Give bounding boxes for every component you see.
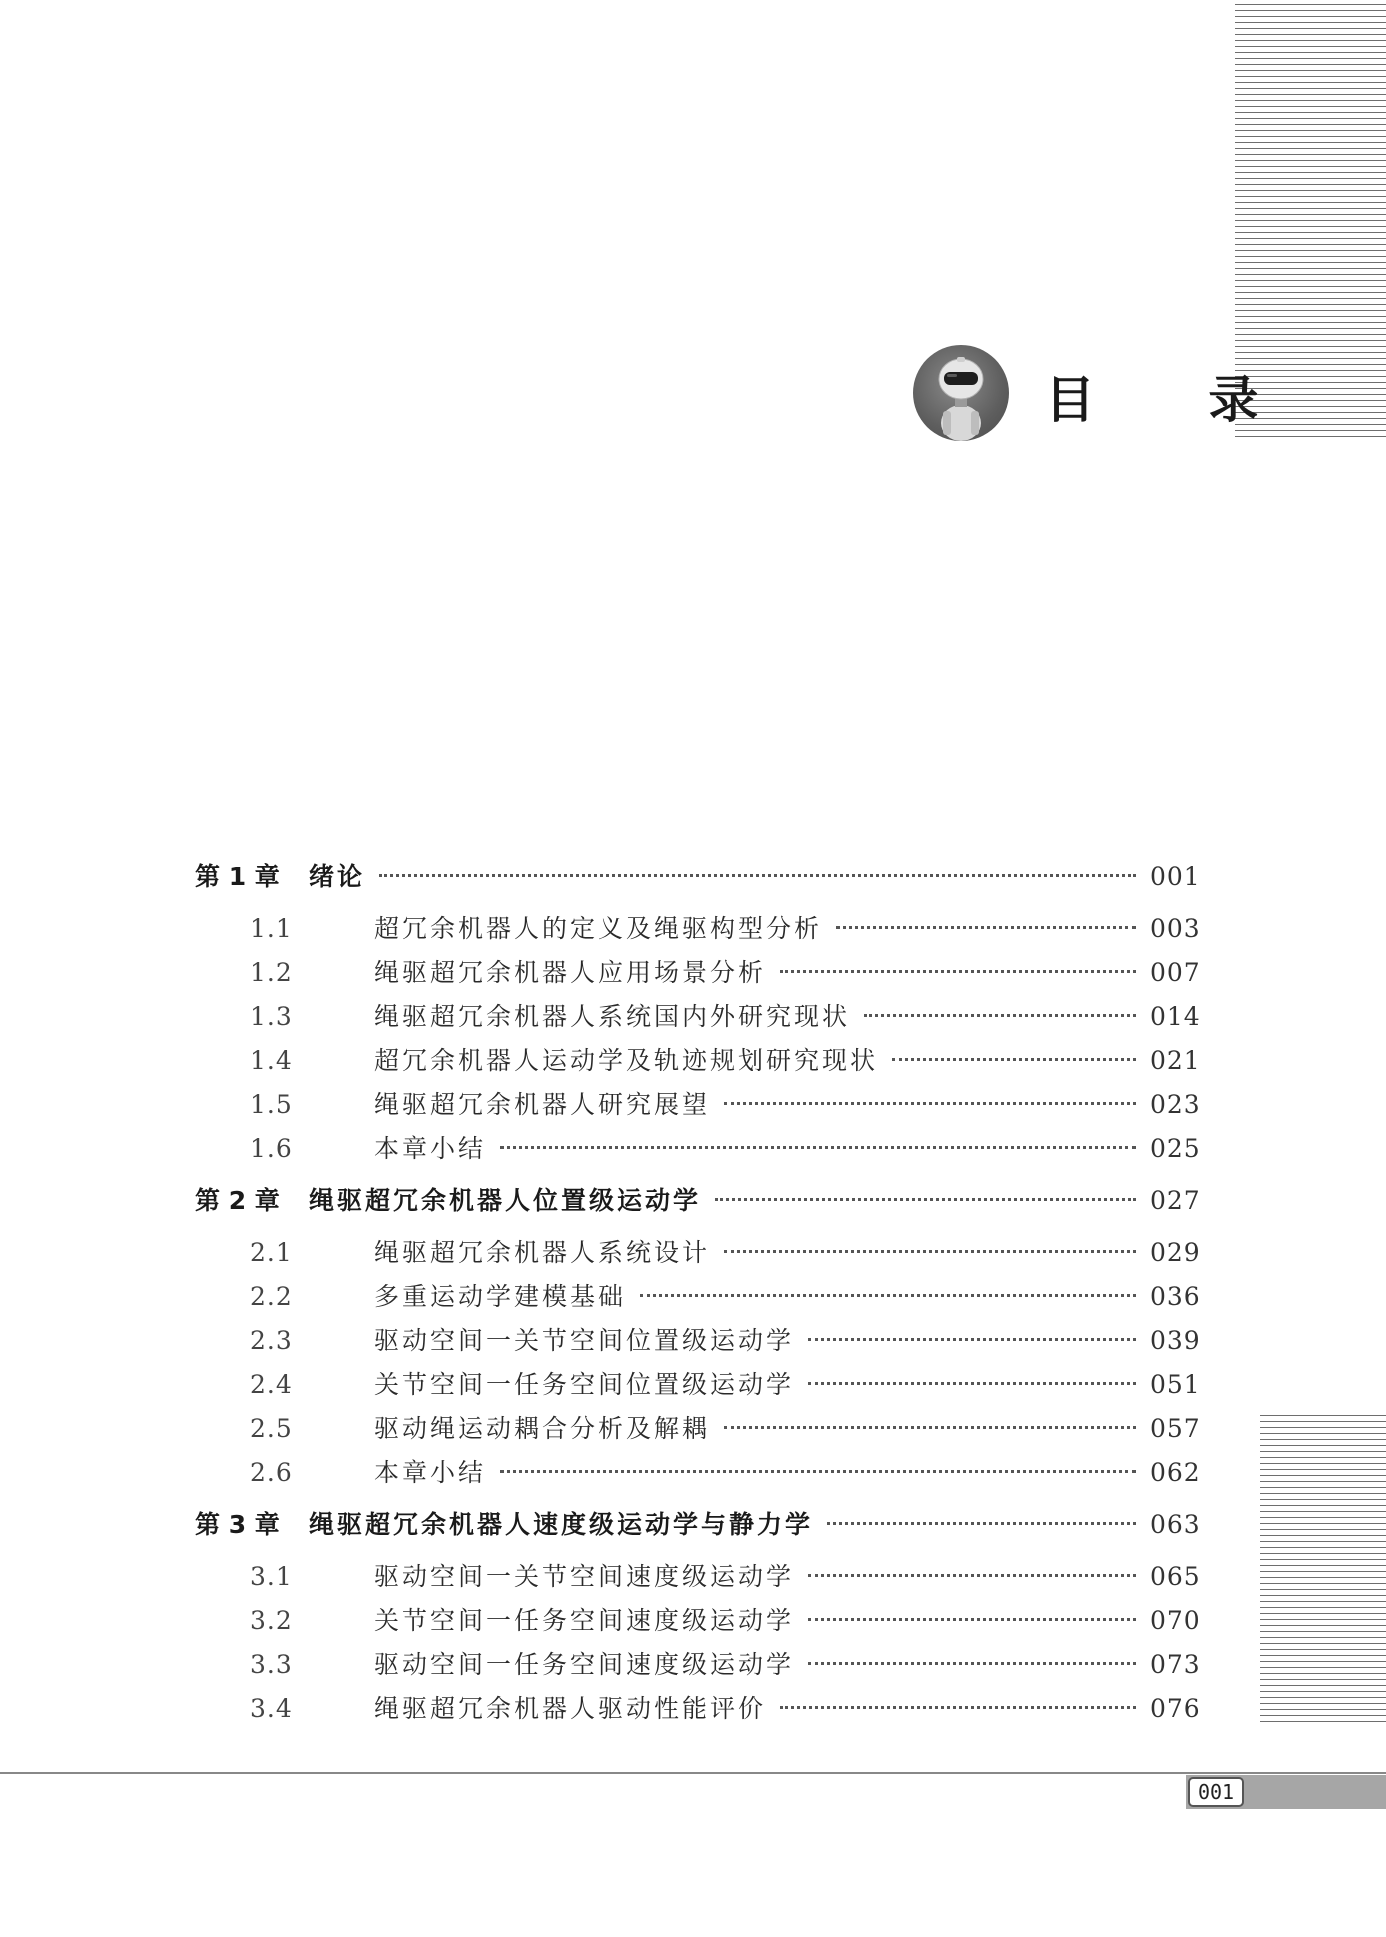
toc-section-row[interactable]: [195, 1451, 1201, 1495]
section-title: 驱动空间一任务空间速度级运动学: [374, 1650, 795, 1679]
section-title: 本章小结: [374, 1134, 487, 1163]
section-number: 1.4: [250, 1046, 293, 1075]
chapter-title: 绳驱超冗余机器人位置级运动学: [309, 1186, 702, 1215]
chapter-number: 第 2 章: [195, 1186, 280, 1215]
dot-leader: [864, 1014, 1136, 1017]
page-number: 003: [1150, 914, 1201, 943]
section-title: 关节空间一任务空间位置级运动学: [374, 1370, 795, 1399]
section-title: 驱动绳运动耦合分析及解耦: [374, 1414, 711, 1443]
page-number: 014: [1150, 1002, 1201, 1031]
section-number: 1.1: [250, 914, 293, 943]
dot-leader: [379, 874, 1136, 877]
section-title: 关节空间一任务空间速度级运动学: [374, 1606, 795, 1635]
toc-section-row[interactable]: [195, 1363, 1201, 1407]
dot-leader: [724, 1102, 1136, 1105]
toc-chapter-row[interactable]: [195, 855, 1201, 899]
footer-page-number: 001: [1188, 1777, 1244, 1807]
page-number: 051: [1150, 1370, 1201, 1399]
toc-chapter-row[interactable]: [195, 1179, 1201, 1223]
table-of-contents: [195, 855, 1201, 1731]
section-number: 3.2: [250, 1606, 293, 1635]
section-title: 超冗余机器人的定义及绳驱构型分析: [374, 914, 823, 943]
dot-leader: [780, 1706, 1136, 1709]
toc-section-row[interactable]: [195, 995, 1201, 1039]
section-title: 绳驱超冗余机器人研究展望: [374, 1090, 711, 1119]
dot-leader: [892, 1058, 1136, 1061]
dot-leader: [780, 970, 1136, 973]
section-title: 绳驱超冗余机器人系统国内外研究现状: [374, 1002, 851, 1031]
dot-leader: [715, 1198, 1136, 1201]
toc-chapter-row[interactable]: [195, 1503, 1201, 1547]
footer-divider: [0, 1772, 1386, 1774]
page-number: 001: [1150, 862, 1201, 891]
page-number: 039: [1150, 1326, 1201, 1355]
dot-leader: [500, 1470, 1136, 1473]
section-number: 1.6: [250, 1134, 293, 1163]
page-number: 027: [1150, 1186, 1201, 1215]
page-number: 023: [1150, 1090, 1201, 1119]
dot-leader: [500, 1146, 1136, 1149]
decorative-stripes-bottom: [1260, 1415, 1386, 1726]
dot-leader: [724, 1250, 1136, 1253]
toc-section-row[interactable]: [195, 1599, 1201, 1643]
section-number: 3.3: [250, 1650, 293, 1679]
section-number: 2.3: [250, 1326, 293, 1355]
chapter-title: 绳驱超冗余机器人速度级运动学与静力学: [309, 1510, 814, 1539]
chapter-number: 第 1 章: [195, 862, 280, 891]
toc-section-row[interactable]: [195, 1039, 1201, 1083]
section-title: 绳驱超冗余机器人应用场景分析: [374, 958, 767, 987]
page-number: 070: [1150, 1606, 1201, 1635]
toc-section-row[interactable]: [195, 951, 1201, 995]
dot-leader: [724, 1426, 1136, 1429]
section-number: 1.5: [250, 1090, 293, 1119]
toc-section-row[interactable]: [195, 1275, 1201, 1319]
section-number: 2.1: [250, 1238, 293, 1267]
section-title: 绳驱超冗余机器人驱动性能评价: [374, 1694, 767, 1723]
dot-leader: [808, 1382, 1136, 1385]
section-number: 3.4: [250, 1694, 293, 1723]
dot-leader: [808, 1662, 1136, 1665]
section-number: 2.6: [250, 1458, 293, 1487]
page-number: 073: [1150, 1650, 1201, 1679]
section-title: 驱动空间一关节空间速度级运动学: [374, 1562, 795, 1591]
toc-section-row[interactable]: [195, 1231, 1201, 1275]
page-number: 065: [1150, 1562, 1201, 1591]
section-title: 驱动空间一关节空间位置级运动学: [374, 1326, 795, 1355]
toc-section-row[interactable]: [195, 1127, 1201, 1171]
section-number: 2.4: [250, 1370, 293, 1399]
toc-section-row[interactable]: [195, 1643, 1201, 1687]
section-number: 3.1: [250, 1562, 293, 1591]
dot-leader: [808, 1574, 1136, 1577]
page-number: 036: [1150, 1282, 1201, 1311]
robot-head-icon: [913, 345, 1009, 441]
toc-section-row[interactable]: [195, 1555, 1201, 1599]
section-number: 1.3: [250, 1002, 293, 1031]
toc-section-row[interactable]: [195, 1319, 1201, 1363]
dot-leader: [640, 1294, 1136, 1297]
dot-leader: [808, 1338, 1136, 1341]
dot-leader: [808, 1618, 1136, 1621]
toc-section-row[interactable]: [195, 1407, 1201, 1451]
section-title: 绳驱超冗余机器人系统设计: [374, 1238, 711, 1267]
section-title: 多重运动学建模基础: [374, 1282, 627, 1311]
toc-section-row[interactable]: [195, 907, 1201, 951]
page-number: 029: [1150, 1238, 1201, 1267]
chapter-title: 绪论: [309, 862, 366, 891]
dot-leader: [836, 926, 1136, 929]
page-number: 063: [1150, 1510, 1201, 1539]
section-number: 1.2: [250, 958, 293, 987]
page-number: 057: [1150, 1414, 1201, 1443]
section-number: 2.2: [250, 1282, 293, 1311]
section-number: 2.5: [250, 1414, 293, 1443]
section-title: 超冗余机器人运动学及轨迹规划研究现状: [374, 1046, 879, 1075]
page-number: 076: [1150, 1694, 1201, 1723]
dot-leader: [827, 1522, 1136, 1525]
page-number: 021: [1150, 1046, 1201, 1075]
toc-section-row[interactable]: [195, 1083, 1201, 1127]
section-title: 本章小结: [374, 1458, 487, 1487]
page-number: 025: [1150, 1134, 1201, 1163]
page-title: 目 录: [1045, 371, 1307, 429]
page-number: 062: [1150, 1458, 1201, 1487]
chapter-number: 第 3 章: [195, 1510, 280, 1539]
toc-section-row[interactable]: [195, 1687, 1201, 1731]
page-number: 007: [1150, 958, 1201, 987]
